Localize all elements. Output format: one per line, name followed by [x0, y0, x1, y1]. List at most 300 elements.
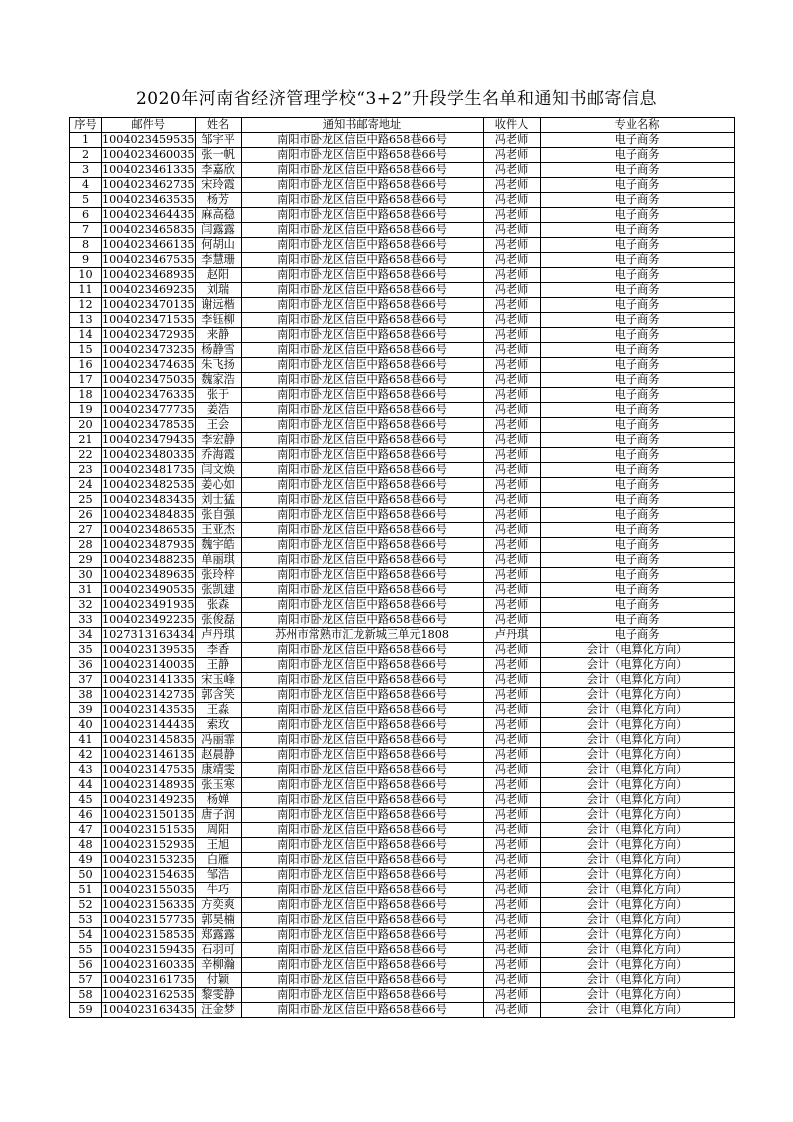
cell-major: 会计（电算化方向）: [540, 883, 734, 898]
table-row: [70, 553, 735, 568]
cell-mail-number: 1004023463535: [102, 193, 195, 206]
cell-name: 石羽可: [195, 943, 241, 958]
cell-major: 会计（电算化方向）: [540, 658, 734, 673]
table-row: [70, 358, 735, 373]
cell-address: 南阳市卧龙区信臣中路658巷66号: [241, 958, 483, 973]
cell-mail-number: 1004023477735: [102, 403, 195, 416]
cell-index: 13: [70, 313, 102, 328]
cell-major: 会计（电算化方向）: [540, 1003, 734, 1018]
cell-major: 电子商务: [540, 208, 734, 223]
cell-address: 南阳市卧龙区信臣中路658巷66号: [241, 148, 483, 163]
cell-major: 会计（电算化方向）: [540, 868, 734, 883]
cell-recipient: 冯老师: [483, 298, 540, 313]
table-row: [70, 913, 735, 928]
table-row: [70, 658, 735, 673]
cell-name: 王淼: [195, 703, 241, 718]
table-row: [70, 628, 735, 643]
cell-mail-number: 1004023481735: [102, 463, 195, 476]
cell-index: 50: [70, 868, 102, 883]
cell-mail-number: 1004023146135: [102, 748, 195, 761]
cell-name: 刘士猛: [195, 493, 241, 508]
cell-address: 南阳市卧龙区信臣中路658巷66号: [241, 748, 483, 763]
cell-index: 37: [70, 673, 102, 688]
cell-name: 谢远楷: [195, 298, 241, 313]
cell-name: 李香: [195, 643, 241, 658]
cell-index: 45: [70, 793, 102, 808]
cell-major: 会计（电算化方向）: [540, 913, 734, 928]
cell-recipient: 冯老师: [483, 223, 540, 238]
cell-index: 1: [70, 133, 102, 148]
cell-recipient: 冯老师: [483, 673, 540, 688]
table-row: [70, 793, 735, 808]
cell-index: 36: [70, 658, 102, 673]
cell-index: 56: [70, 958, 102, 973]
table-row: [70, 523, 735, 538]
cell-address: 南阳市卧龙区信臣中路658巷66号: [241, 343, 483, 358]
cell-major: 电子商务: [540, 373, 734, 388]
cell-address: 南阳市卧龙区信臣中路658巷66号: [241, 208, 483, 223]
cell-recipient: 冯老师: [483, 553, 540, 568]
table-row: [70, 193, 735, 208]
cell-recipient: 冯老师: [483, 283, 540, 298]
cell-major: 电子商务: [540, 403, 734, 418]
cell-mail-number: 1004023143535: [102, 703, 195, 716]
cell-address: 南阳市卧龙区信臣中路658巷66号: [241, 283, 483, 298]
table-row: [70, 508, 735, 523]
table-row: [70, 808, 735, 823]
cell-major: 会计（电算化方向）: [540, 688, 734, 703]
cell-mail-number: 1004023158535: [102, 928, 195, 941]
cell-recipient: 冯老师: [483, 313, 540, 328]
cell-index: 7: [70, 223, 102, 238]
table-row: [70, 538, 735, 553]
cell-mail-number: 1004023147535: [102, 763, 195, 776]
cell-mail-number: 1004023487935: [102, 538, 195, 551]
table-row: [70, 988, 735, 1003]
cell-address: 南阳市卧龙区信臣中路658巷66号: [241, 253, 483, 268]
table-row: [70, 643, 735, 658]
cell-recipient: 冯老师: [483, 898, 540, 913]
cell-name: 魏宇皓: [195, 538, 241, 553]
cell-mail-number: 1004023159435: [102, 943, 195, 956]
table-row: [70, 208, 735, 223]
table-row: [70, 673, 735, 688]
cell-mail-number: 1004023145835: [102, 733, 195, 746]
cell-address: 南阳市卧龙区信臣中路658巷66号: [241, 553, 483, 568]
cell-recipient: 冯老师: [483, 463, 540, 478]
table-row: [70, 133, 735, 148]
cell-major: 会计（电算化方向）: [540, 808, 734, 823]
cell-address: 南阳市卧龙区信臣中路658巷66号: [241, 583, 483, 598]
cell-mail-number: 1004023155035: [102, 883, 195, 896]
cell-major: 电子商务: [540, 418, 734, 433]
cell-index: 19: [70, 403, 102, 418]
cell-recipient: 冯老师: [483, 163, 540, 178]
cell-major: 会计（电算化方向）: [540, 748, 734, 763]
cell-index: 3: [70, 163, 102, 178]
cell-name: 黎雯静: [195, 988, 241, 1003]
cell-mail-number: 1004023474635: [102, 358, 195, 371]
cell-address: 南阳市卧龙区信臣中路658巷66号: [241, 133, 483, 148]
cell-major: 电子商务: [540, 568, 734, 583]
cell-recipient: 冯老师: [483, 778, 540, 793]
cell-mail-number: 1004023480335: [102, 448, 195, 461]
cell-mail-number: 1004023484835: [102, 508, 195, 521]
cell-major: 会计（电算化方向）: [540, 898, 734, 913]
table-row: [70, 343, 735, 358]
cell-mail-number: 1004023469235: [102, 283, 195, 296]
cell-recipient: 冯老师: [483, 508, 540, 523]
header-mail-number: 邮件号: [102, 118, 196, 133]
cell-recipient: 冯老师: [483, 493, 540, 508]
cell-name: 李钰柳: [195, 313, 241, 328]
cell-mail-number: 1004023476335: [102, 388, 195, 401]
cell-recipient: 冯老师: [483, 178, 540, 193]
cell-major: 会计（电算化方向）: [540, 943, 734, 958]
cell-index: 39: [70, 703, 102, 718]
cell-index: 4: [70, 178, 102, 193]
cell-recipient: 冯老师: [483, 973, 540, 988]
cell-mail-number: 1004023139535: [102, 643, 195, 656]
cell-recipient: 冯老师: [483, 703, 540, 718]
table-row: [70, 763, 735, 778]
cell-index: 43: [70, 763, 102, 778]
cell-major: 电子商务: [540, 388, 734, 403]
cell-mail-number: 1004023140035: [102, 658, 195, 671]
cell-address: 南阳市卧龙区信臣中路658巷66号: [241, 238, 483, 253]
cell-address: 南阳市卧龙区信臣中路658巷66号: [241, 328, 483, 343]
cell-address: 南阳市卧龙区信臣中路658巷66号: [241, 433, 483, 448]
cell-recipient: 冯老师: [483, 943, 540, 958]
cell-name: 方奕爽: [195, 898, 241, 913]
table-row: [70, 943, 735, 958]
cell-major: 电子商务: [540, 508, 734, 523]
cell-address: 南阳市卧龙区信臣中路658巷66号: [241, 883, 483, 898]
cell-index: 27: [70, 523, 102, 538]
cell-index: 58: [70, 988, 102, 1003]
table-row: [70, 328, 735, 343]
cell-major: 电子商务: [540, 448, 734, 463]
cell-major: 会计（电算化方向）: [540, 643, 734, 658]
cell-mail-number: 1004023461335: [102, 163, 195, 176]
cell-recipient: 卢丹琪: [483, 628, 540, 643]
cell-recipient: 冯老师: [483, 868, 540, 883]
cell-index: 22: [70, 448, 102, 463]
cell-index: 40: [70, 718, 102, 733]
cell-index: 44: [70, 778, 102, 793]
cell-name: 李嘉欣: [195, 163, 241, 178]
cell-address: 南阳市卧龙区信臣中路658巷66号: [241, 673, 483, 688]
table-row: [70, 583, 735, 598]
header-name: 姓名: [195, 118, 241, 133]
cell-index: 30: [70, 568, 102, 583]
cell-recipient: 冯老师: [483, 478, 540, 493]
cell-index: 9: [70, 253, 102, 268]
table-row: [70, 148, 735, 163]
cell-index: 11: [70, 283, 102, 298]
table-row: [70, 178, 735, 193]
cell-mail-number: 1004023466135: [102, 238, 195, 251]
cell-recipient: 冯老师: [483, 688, 540, 703]
cell-major: 电子商务: [540, 163, 734, 178]
cell-index: 23: [70, 463, 102, 478]
cell-name: 宋玉峰: [195, 673, 241, 688]
cell-major: 电子商务: [540, 493, 734, 508]
cell-mail-number: 1004023478535: [102, 418, 195, 431]
table-row: [70, 718, 735, 733]
cell-index: 42: [70, 748, 102, 763]
cell-recipient: 冯老师: [483, 523, 540, 538]
cell-recipient: 冯老师: [483, 388, 540, 403]
cell-address: 南阳市卧龙区信臣中路658巷66号: [241, 838, 483, 853]
header-recipient: 收件人: [483, 118, 540, 133]
cell-address: 南阳市卧龙区信臣中路658巷66号: [241, 1003, 483, 1018]
cell-name: 付颖: [195, 973, 241, 988]
cell-address: 南阳市卧龙区信臣中路658巷66号: [241, 853, 483, 868]
cell-address: 南阳市卧龙区信臣中路658巷66号: [241, 358, 483, 373]
cell-mail-number: 1004023148935: [102, 778, 195, 791]
cell-name: 赵晨静: [195, 748, 241, 763]
cell-name: 王会: [195, 418, 241, 433]
table-row: [70, 568, 735, 583]
cell-index: 54: [70, 928, 102, 943]
table-row: [70, 493, 735, 508]
student-mailing-table: [69, 117, 735, 1018]
cell-index: 15: [70, 343, 102, 358]
cell-index: 21: [70, 433, 102, 448]
cell-recipient: 冯老师: [483, 568, 540, 583]
cell-index: 28: [70, 538, 102, 553]
cell-name: 王静: [195, 658, 241, 673]
cell-mail-number: 1004023475035: [102, 373, 195, 386]
cell-name: 王旭: [195, 838, 241, 853]
cell-address: 南阳市卧龙区信臣中路658巷66号: [241, 373, 483, 388]
cell-mail-number: 1004023489635: [102, 568, 195, 581]
cell-name: 张一帆: [195, 148, 241, 163]
cell-address: 南阳市卧龙区信臣中路658巷66号: [241, 448, 483, 463]
cell-major: 电子商务: [540, 628, 734, 643]
cell-index: 24: [70, 478, 102, 493]
cell-major: 电子商务: [540, 148, 734, 163]
cell-mail-number: 1004023150135: [102, 808, 195, 821]
cell-name: 邹浩: [195, 868, 241, 883]
cell-name: 郑露露: [195, 928, 241, 943]
cell-index: 51: [70, 883, 102, 898]
cell-major: 电子商务: [540, 298, 734, 313]
cell-address: 南阳市卧龙区信臣中路658巷66号: [241, 988, 483, 1003]
cell-mail-number: 1004023468935: [102, 268, 195, 281]
cell-name: 宋玲霞: [195, 178, 241, 193]
cell-recipient: 冯老师: [483, 1003, 540, 1018]
cell-address: 南阳市卧龙区信臣中路658巷66号: [241, 523, 483, 538]
cell-recipient: 冯老师: [483, 913, 540, 928]
cell-index: 57: [70, 973, 102, 988]
cell-recipient: 冯老师: [483, 268, 540, 283]
table-row: [70, 973, 735, 988]
cell-index: 8: [70, 238, 102, 253]
cell-major: 电子商务: [540, 463, 734, 478]
cell-index: 5: [70, 193, 102, 208]
table-row: [70, 898, 735, 913]
cell-name: 王亚杰: [195, 523, 241, 538]
cell-address: 南阳市卧龙区信臣中路658巷66号: [241, 223, 483, 238]
table-row: [70, 703, 735, 718]
cell-mail-number: 1004023488235: [102, 553, 195, 566]
table-row: [70, 928, 735, 943]
cell-mail-number: 1004023465835: [102, 223, 195, 236]
cell-major: 电子商务: [540, 583, 734, 598]
cell-recipient: 冯老师: [483, 658, 540, 673]
table-row: [70, 748, 735, 763]
cell-index: 6: [70, 208, 102, 223]
cell-address: 南阳市卧龙区信臣中路658巷66号: [241, 193, 483, 208]
table-row: [70, 778, 735, 793]
cell-mail-number: 1004023162535: [102, 988, 195, 1001]
cell-name: 周阳: [195, 823, 241, 838]
cell-name: 麻高稳: [195, 208, 241, 223]
cell-mail-number: 1004023473235: [102, 343, 195, 356]
cell-mail-number: 1004023483435: [102, 493, 195, 506]
cell-name: 张自强: [195, 508, 241, 523]
cell-major: 会计（电算化方向）: [540, 703, 734, 718]
cell-major: 电子商务: [540, 253, 734, 268]
table-header-row: [70, 118, 735, 133]
table-row: [70, 868, 735, 883]
cell-address: 南阳市卧龙区信臣中路658巷66号: [241, 268, 483, 283]
cell-major: 电子商务: [540, 553, 734, 568]
cell-address: 南阳市卧龙区信臣中路658巷66号: [241, 643, 483, 658]
cell-address: 南阳市卧龙区信臣中路658巷66号: [241, 463, 483, 478]
cell-mail-number: 1027313163434: [102, 628, 195, 641]
cell-mail-number: 1004023486535: [102, 523, 195, 536]
cell-major: 电子商务: [540, 328, 734, 343]
cell-index: 38: [70, 688, 102, 703]
table-row: [70, 163, 735, 178]
cell-address: 南阳市卧龙区信臣中路658巷66号: [241, 808, 483, 823]
cell-recipient: 冯老师: [483, 133, 540, 148]
cell-address: 南阳市卧龙区信臣中路658巷66号: [241, 658, 483, 673]
cell-name: 张凯建: [195, 583, 241, 598]
cell-name: 白雁: [195, 853, 241, 868]
cell-recipient: 冯老师: [483, 958, 540, 973]
table-row: [70, 403, 735, 418]
cell-name: 姜心如: [195, 478, 241, 493]
cell-mail-number: 1004023152935: [102, 838, 195, 851]
table-row: [70, 433, 735, 448]
cell-mail-number: 1004023153235: [102, 853, 195, 866]
table-row: [70, 478, 735, 493]
cell-address: 南阳市卧龙区信臣中路658巷66号: [241, 178, 483, 193]
cell-major: 会计（电算化方向）: [540, 958, 734, 973]
cell-address: 南阳市卧龙区信臣中路658巷66号: [241, 298, 483, 313]
cell-index: 17: [70, 373, 102, 388]
cell-mail-number: 1004023491935: [102, 598, 195, 611]
cell-index: 10: [70, 268, 102, 283]
cell-name: 冯丽霏: [195, 733, 241, 748]
cell-index: 16: [70, 358, 102, 373]
cell-recipient: 冯老师: [483, 148, 540, 163]
cell-recipient: 冯老师: [483, 988, 540, 1003]
cell-name: 索玫: [195, 718, 241, 733]
cell-mail-number: 1004023149235: [102, 793, 195, 806]
cell-major: 会计（电算化方向）: [540, 793, 734, 808]
table-row: [70, 418, 735, 433]
cell-address: 南阳市卧龙区信臣中路658巷66号: [241, 418, 483, 433]
cell-address: 南阳市卧龙区信臣中路658巷66号: [241, 598, 483, 613]
table-row: [70, 388, 735, 403]
cell-mail-number: 1004023459535: [102, 133, 195, 146]
cell-name: 张于: [195, 388, 241, 403]
cell-address: 南阳市卧龙区信臣中路658巷66号: [241, 868, 483, 883]
cell-recipient: 冯老师: [483, 613, 540, 628]
cell-major: 电子商务: [540, 538, 734, 553]
table-row: [70, 238, 735, 253]
cell-mail-number: 1004023160335: [102, 958, 195, 971]
header-address: 通知书邮寄地址: [241, 118, 483, 133]
cell-major: 电子商务: [540, 433, 734, 448]
cell-index: 47: [70, 823, 102, 838]
cell-recipient: 冯老师: [483, 418, 540, 433]
cell-name: 杨芳: [195, 193, 241, 208]
cell-name: 刘瑞: [195, 283, 241, 298]
cell-index: 2: [70, 148, 102, 163]
cell-address: 南阳市卧龙区信臣中路658巷66号: [241, 493, 483, 508]
cell-address: 南阳市卧龙区信臣中路658巷66号: [241, 733, 483, 748]
table-row: [70, 613, 735, 628]
cell-major: 电子商务: [540, 523, 734, 538]
cell-mail-number: 1004023163435: [102, 1003, 195, 1016]
cell-recipient: 冯老师: [483, 883, 540, 898]
cell-major: 会计（电算化方向）: [540, 673, 734, 688]
cell-recipient: 冯老师: [483, 328, 540, 343]
cell-recipient: 冯老师: [483, 238, 540, 253]
cell-mail-number: 1004023462735: [102, 178, 195, 191]
cell-mail-number: 1004023142735: [102, 688, 195, 701]
cell-mail-number: 1004023492235: [102, 613, 195, 626]
cell-index: 48: [70, 838, 102, 853]
cell-name: 张玉寒: [195, 778, 241, 793]
table-row: [70, 733, 735, 748]
cell-mail-number: 1004023467535: [102, 253, 195, 266]
cell-address: 南阳市卧龙区信臣中路658巷66号: [241, 388, 483, 403]
cell-address: 南阳市卧龙区信臣中路658巷66号: [241, 688, 483, 703]
table-row: [70, 823, 735, 838]
cell-name: 闫文焕: [195, 463, 241, 478]
cell-recipient: 冯老师: [483, 643, 540, 658]
table-row: [70, 1003, 735, 1018]
cell-address: 南阳市卧龙区信臣中路658巷66号: [241, 913, 483, 928]
cell-address: 南阳市卧龙区信臣中路658巷66号: [241, 568, 483, 583]
cell-index: 29: [70, 553, 102, 568]
cell-mail-number: 1004023141335: [102, 673, 195, 686]
cell-recipient: 冯老师: [483, 793, 540, 808]
cell-index: 18: [70, 388, 102, 403]
cell-recipient: 冯老师: [483, 358, 540, 373]
cell-name: 何胡山: [195, 238, 241, 253]
cell-major: 会计（电算化方向）: [540, 778, 734, 793]
cell-address: 南阳市卧龙区信臣中路658巷66号: [241, 703, 483, 718]
table-row: [70, 448, 735, 463]
cell-recipient: 冯老师: [483, 823, 540, 838]
cell-name: 辛柳瀚: [195, 958, 241, 973]
cell-name: 闫露露: [195, 223, 241, 238]
cell-recipient: 冯老师: [483, 208, 540, 223]
cell-major: 电子商务: [540, 358, 734, 373]
cell-major: 电子商务: [540, 598, 734, 613]
cell-address: 南阳市卧龙区信臣中路658巷66号: [241, 823, 483, 838]
cell-major: 电子商务: [540, 313, 734, 328]
cell-address: 南阳市卧龙区信臣中路658巷66号: [241, 403, 483, 418]
